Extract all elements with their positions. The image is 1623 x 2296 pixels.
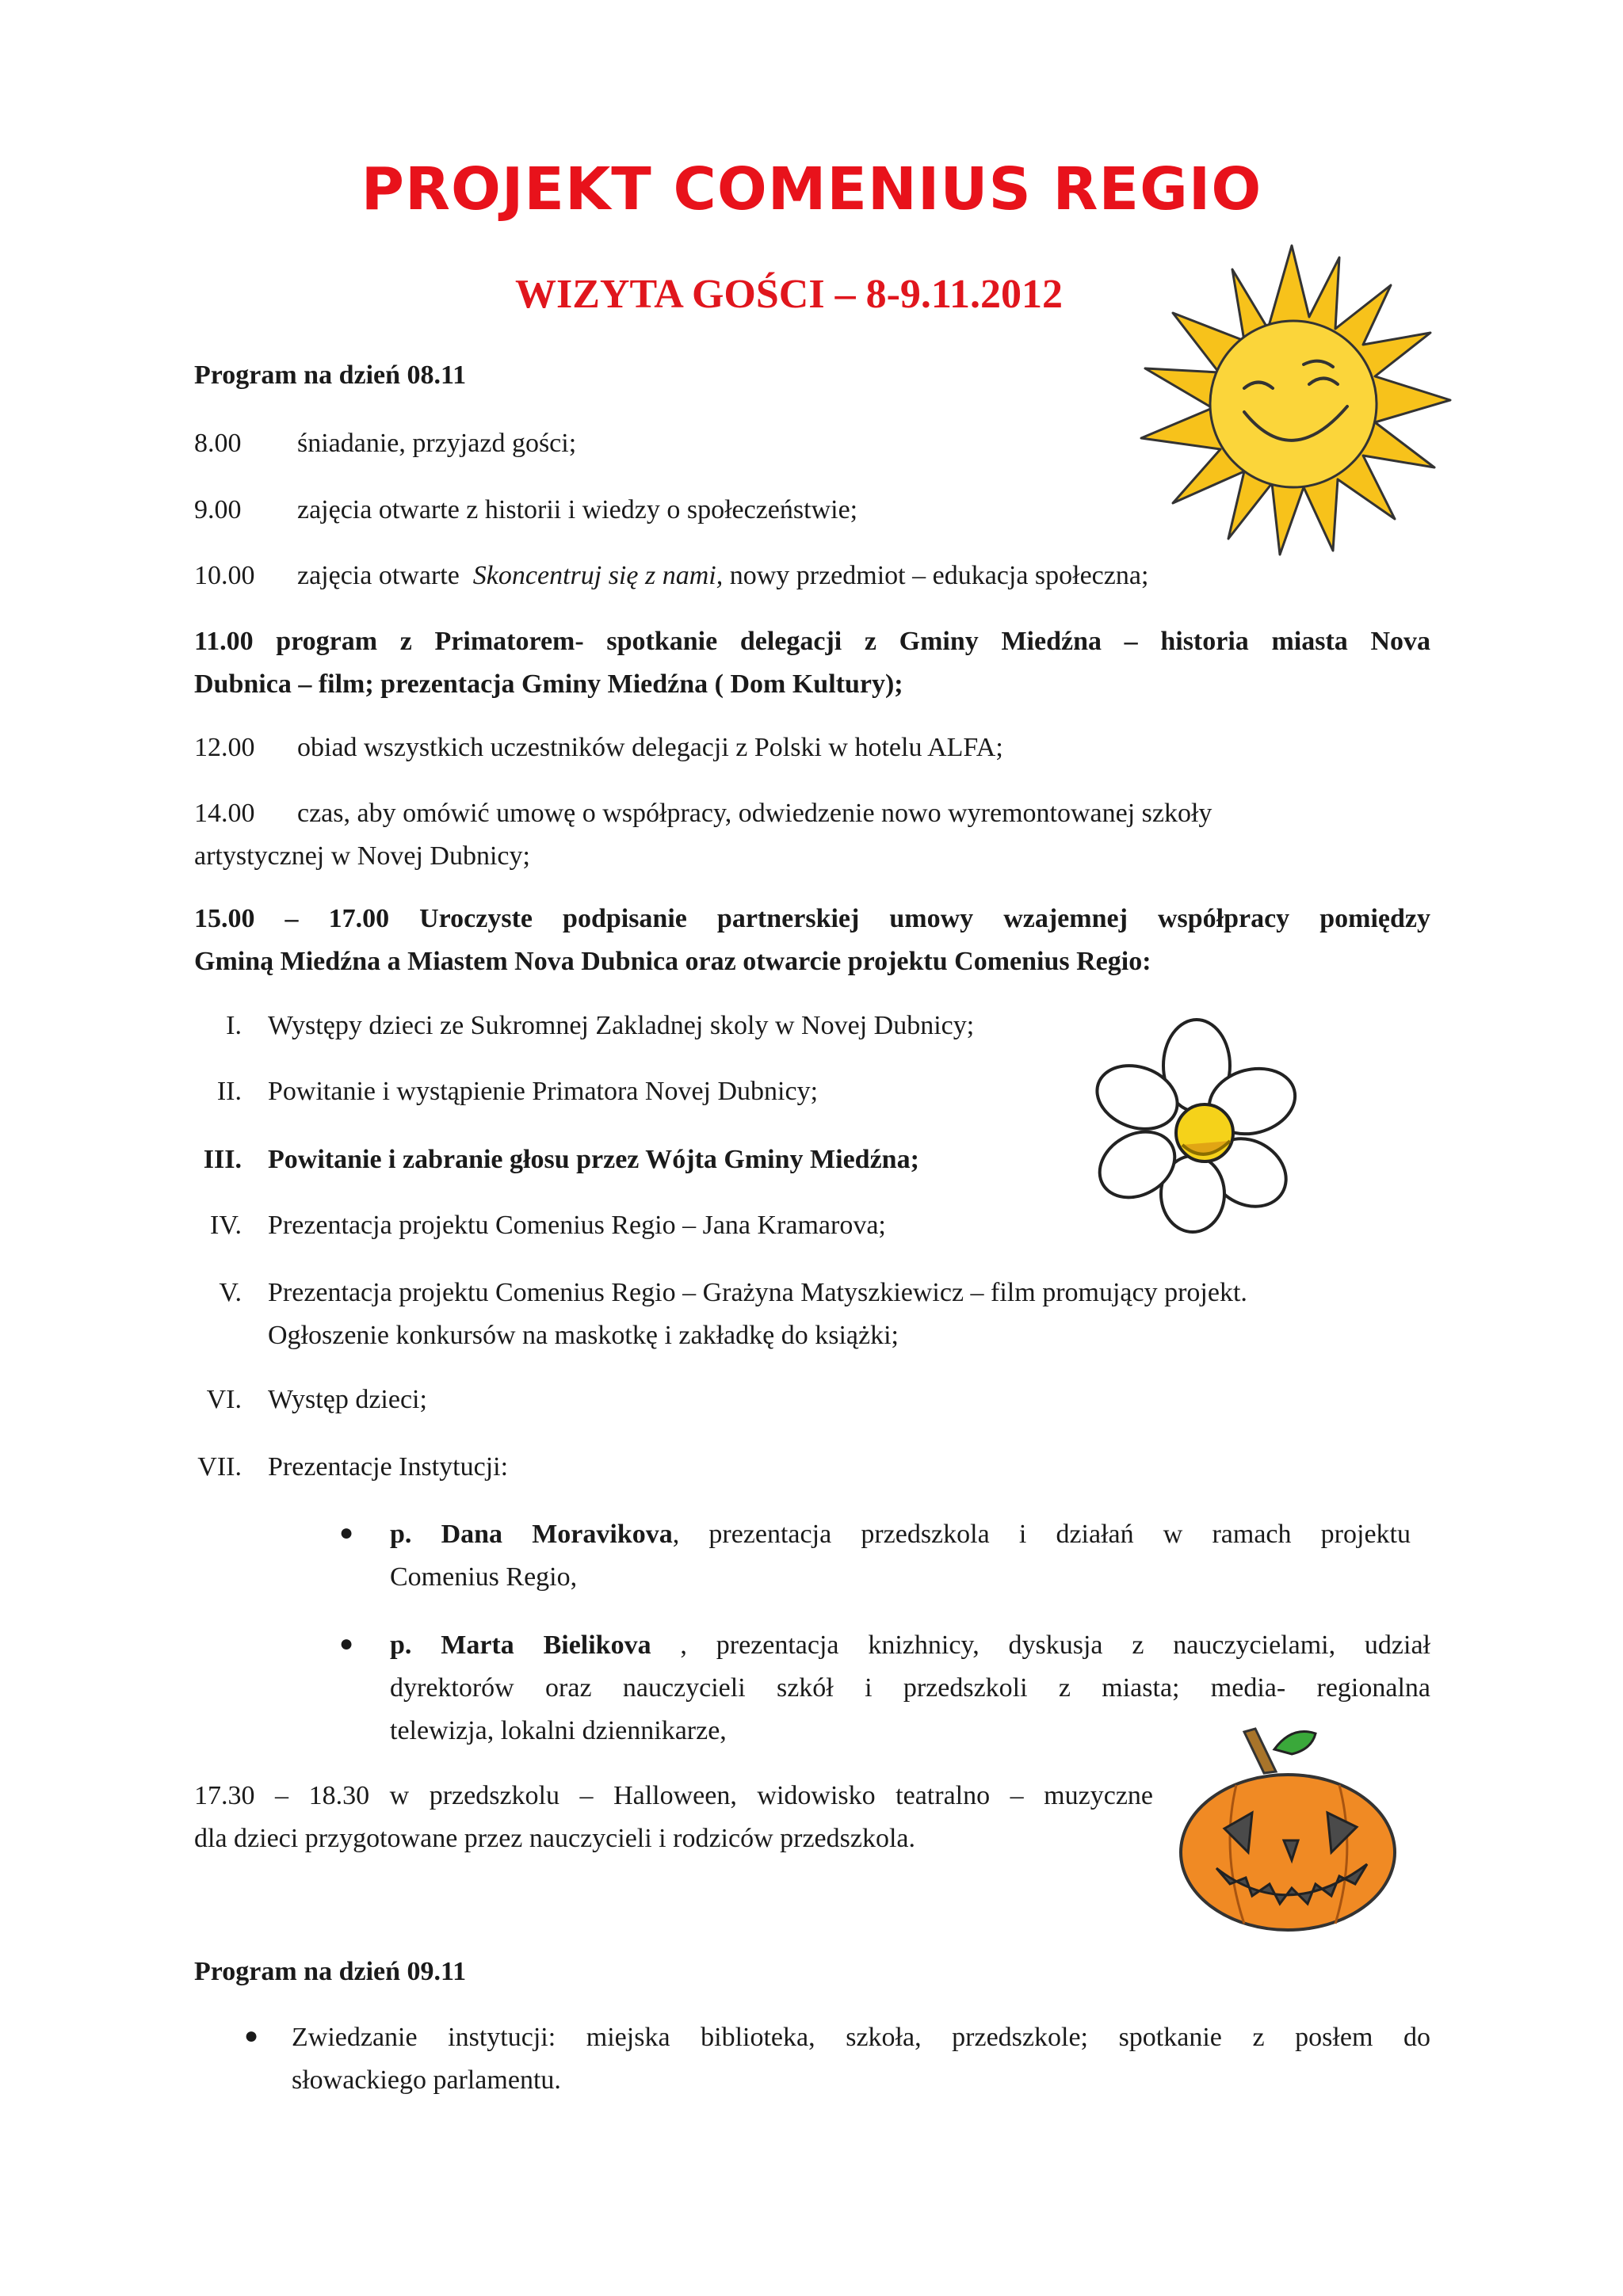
item-line: słowackiego parlamentu. — [292, 2065, 561, 2095]
bullet-icon: ● — [339, 1630, 354, 1657]
schedule-item-0900 — [194, 489, 857, 532]
page-subtitle: WIZYTA GOŚCI – 8-9.11.2012 — [515, 272, 1064, 317]
item-time: 10.00 — [194, 561, 255, 590]
item-text: śniadanie, przyjazd gości; — [297, 429, 577, 458]
item-line: 17.30 – 18.30 w przedszkolu – Halloween, widowisko teatralno – muzyczne — [194, 1781, 1153, 1810]
item-line: artystycznej w Novej Dubnicy; — [194, 841, 530, 871]
roman-text: Występy dzieci ze Sukromnej Zakladnej skoly w Novej Dubnicy; — [268, 1011, 975, 1040]
item-time: 12.00 — [194, 733, 255, 762]
institution-name: p. Marta Bielikova — [390, 1630, 651, 1660]
roman-number: VII. — [197, 1452, 242, 1482]
page-title: PROJEKT COMENIUS REGIO — [361, 155, 1262, 223]
roman-number: I. — [226, 1011, 242, 1040]
sun-illustration — [1125, 242, 1458, 559]
institution-line: telewizja, lokalni dziennikarze, — [390, 1716, 727, 1745]
schedule-item-0800 — [194, 422, 576, 465]
institution-line: dyrektorów oraz nauczycieli szkół i przedszkoli z miasta; media- regionalna — [390, 1673, 1430, 1703]
roman-text-cont: Ogłoszenie konkursów na maskotkę i zakładkę do książki; — [268, 1321, 899, 1350]
day2-heading: Program na dzień 09.11 — [194, 1957, 467, 1986]
item-line: Zwiedzanie instytucji: miejska biblioteka, szkoła, przedszkole; spotkanie z posłem do — [292, 2023, 1430, 2052]
item-line: Gminą Miedźna a Miastem Nova Dubnica oraz otwarcie projektu Comenius Regio: — [194, 947, 1151, 976]
day2-item — [0, 2016, 1623, 2102]
roman-text: Prezentacja projektu Comenius Regio – Grażyna Matyszkiewicz – film promujący projekt. — [268, 1278, 1247, 1307]
roman-item — [0, 1379, 1623, 1421]
roman-number: III. — [203, 1145, 242, 1174]
schedule-item-1000 — [194, 555, 1148, 597]
roman-item — [0, 1138, 1623, 1181]
pumpkin-illustration — [1173, 1726, 1403, 1932]
item-course-name: Skoncentruj się z nami, — [472, 561, 724, 590]
schedule-item-1100 — [194, 620, 1430, 706]
item-time: 9.00 — [194, 495, 242, 524]
bullet-icon: ● — [244, 2023, 259, 2049]
roman-text: Powitanie i zabranie głosu przez Wójta Gminy Miedźna; — [268, 1145, 919, 1174]
schedule-item-1400 — [194, 792, 1430, 878]
item-line: czas, aby omówić umowę o współpracy, odwiedzenie nowo wyremontowanej szkoły — [297, 799, 1212, 828]
item-text: zajęcia otwarte — [297, 561, 460, 590]
roman-number: II. — [216, 1077, 242, 1106]
roman-text: Prezentacje Instytucji: — [268, 1452, 509, 1482]
schedule-item-1500 — [194, 898, 1430, 983]
schedule-item-1730 — [194, 1775, 1153, 1860]
institution-line: , prezentacja przedszkola i działań w ramach projektu — [672, 1520, 1411, 1549]
institution-line: , prezentacja knizhnicy, dyskusja z nauczycielami, udział — [651, 1630, 1430, 1660]
schedule-item-1200 — [194, 727, 1003, 769]
roman-number: IV. — [210, 1211, 242, 1240]
item-line: dla dzieci przygotowane przez nauczycieli i rodziców przedszkola. — [194, 1824, 915, 1853]
item-text: obiad wszystkich uczestników delegacji z Polski w hotelu ALFA; — [297, 733, 1003, 762]
day1-heading: Program na dzień 08.11 — [194, 360, 467, 390]
institution-name: p. Dana Moravikova — [390, 1520, 673, 1549]
item-time: 8.00 — [194, 429, 242, 458]
item-line: 11.00 program z Primatorem- spotkanie delegacji z Gminy Miedźna – historia miasta Nova — [194, 627, 1430, 656]
roman-text: Powitanie i wystąpienie Primatora Novej Dubnicy; — [268, 1077, 819, 1106]
item-text: zajęcia otwarte z historii i wiedzy o społeczeństwie; — [297, 495, 858, 524]
roman-text: Występ dzieci; — [268, 1385, 427, 1414]
item-line: Dubnica – film; prezentacja Gminy Miedźna ( Dom Kultury); — [194, 669, 903, 699]
item-line: 15.00 – 17.00 Uroczyste podpisanie partnerskiej umowy wzajemnej współpracy pomiędzy — [194, 904, 1430, 933]
roman-number: V. — [219, 1278, 242, 1307]
roman-item — [0, 1070, 1623, 1113]
bullet-icon: ● — [339, 1520, 354, 1546]
daisy-illustration — [1094, 1018, 1300, 1232]
item-text-post: nowy przedmiot – edukacja społeczna; — [729, 561, 1149, 590]
roman-text: Prezentacja projektu Comenius Regio – Jana Kramarova; — [268, 1211, 886, 1240]
roman-item — [0, 1446, 1623, 1489]
institution-line: Comenius Regio, — [390, 1562, 578, 1592]
roman-number: VI. — [206, 1385, 242, 1414]
roman-item — [0, 1204, 1623, 1247]
item-time: 14.00 — [194, 799, 255, 828]
roman-item — [0, 1272, 1623, 1357]
roman-item — [0, 1005, 1623, 1047]
institution-item — [0, 1513, 1623, 1599]
